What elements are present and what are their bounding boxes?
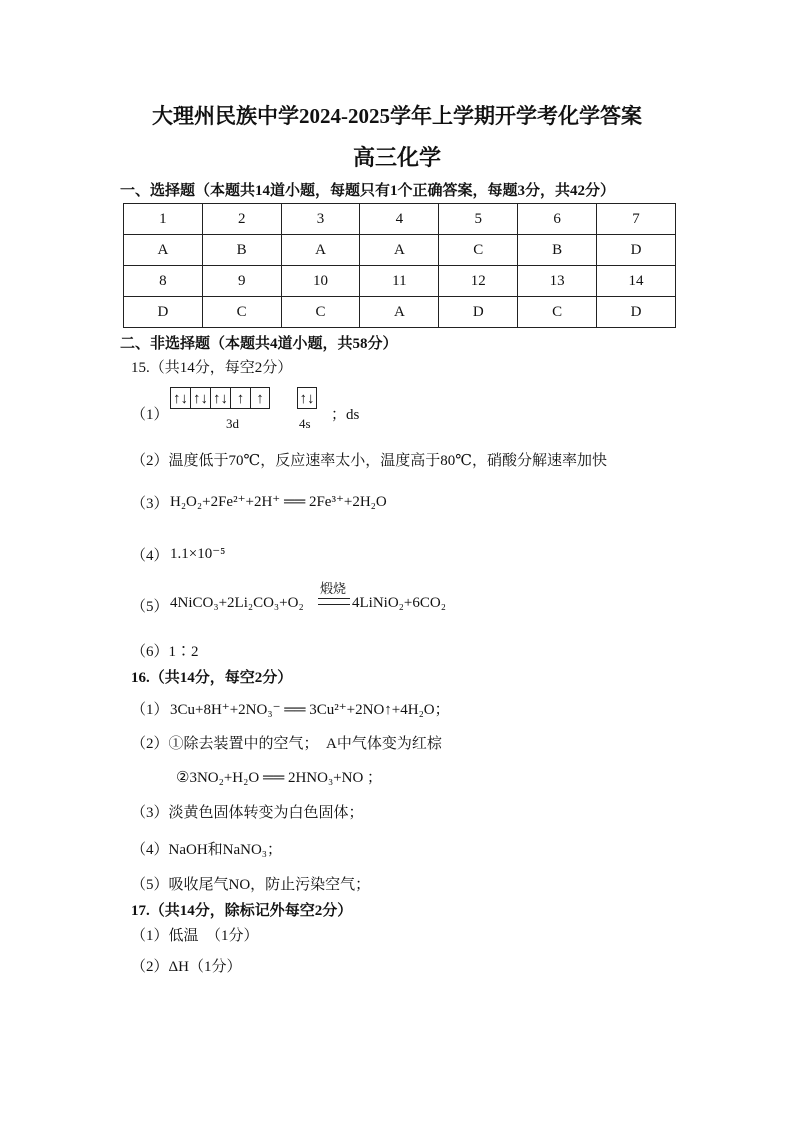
section2-heading: 二、非选择题（本题共4道小题，共58分） bbox=[120, 336, 398, 352]
table-cell: B bbox=[518, 235, 597, 266]
q16-p1-label: （1） bbox=[131, 702, 169, 718]
table-cell: D bbox=[124, 297, 203, 328]
table-cell: 3 bbox=[281, 204, 360, 235]
table-cell: A bbox=[281, 235, 360, 266]
answer-table bbox=[123, 203, 676, 328]
table-cell: C bbox=[439, 235, 518, 266]
q15-p1-label: （1） bbox=[131, 407, 169, 423]
table-cell: 14 bbox=[597, 266, 676, 297]
table-cell: 5 bbox=[439, 204, 518, 235]
q16-p2a: （2）①除去装置中的空气； A中气体变为红棕 bbox=[131, 736, 442, 752]
orbital-diagram-4s bbox=[297, 387, 317, 409]
table-row bbox=[124, 266, 676, 297]
table-cell: A bbox=[360, 297, 439, 328]
orbital-box: ↑↓ bbox=[170, 387, 190, 409]
table-cell: 8 bbox=[124, 266, 203, 297]
q15-p3-label: （3） bbox=[131, 496, 169, 512]
q15-p2: （2）温度低于70℃，反应速率太小，温度高于80℃，硝酸分解速率加快 bbox=[131, 453, 608, 469]
q15-heading: 15.（共14分，每空2分） bbox=[131, 360, 293, 376]
q17-p1: （1）低温 （1分） bbox=[131, 928, 259, 944]
q15-p5-label: （5） bbox=[131, 599, 169, 615]
q16-heading: 16.（共14分，每空2分） bbox=[131, 670, 293, 686]
table-cell: 2 bbox=[202, 204, 281, 235]
q17-heading: 17.（共14分，除标记外每空2分） bbox=[131, 903, 353, 919]
q16-p3: （3）淡黄色固体转变为白色固体； bbox=[131, 805, 364, 821]
table-row bbox=[124, 204, 676, 235]
table-cell: C bbox=[518, 297, 597, 328]
table-cell: D bbox=[439, 297, 518, 328]
q15-p5-left: 4NiCO₃+2Li₂CO₃+O₂ bbox=[170, 595, 304, 611]
document-subtitle: 高三化学 bbox=[352, 145, 441, 170]
label-3d: 3d bbox=[226, 416, 239, 431]
q15-p6: （6）1∶2 bbox=[131, 644, 199, 660]
q15-p1-tail: ；ds bbox=[331, 407, 360, 423]
orbital-box: ↑ bbox=[250, 387, 270, 409]
table-cell: 12 bbox=[439, 266, 518, 297]
q15-p5-condition: 煅烧 bbox=[320, 581, 347, 596]
table-cell: 6 bbox=[518, 204, 597, 235]
reaction-equals-sign bbox=[318, 598, 350, 605]
table-cell: D bbox=[597, 235, 676, 266]
orbital-box: ↑↓ bbox=[210, 387, 230, 409]
table-row bbox=[124, 235, 676, 266]
q16-p5: （5）吸收尾气NO，防止污染空气； bbox=[131, 877, 371, 893]
q15-p5-right: 4LiNiO₂+6CO₂ bbox=[352, 595, 446, 611]
orbital-diagram-3d bbox=[170, 387, 270, 409]
orbital-box: ↑↓ bbox=[297, 387, 317, 409]
orbital-box: ↑↓ bbox=[190, 387, 210, 409]
table-cell: 1 bbox=[124, 204, 203, 235]
label-4s: 4s bbox=[299, 416, 311, 431]
table-cell: A bbox=[124, 235, 203, 266]
table-cell: 13 bbox=[518, 266, 597, 297]
q15-p4-label: （4） bbox=[131, 548, 169, 564]
orbital-box: ↑ bbox=[230, 387, 250, 409]
table-cell: 10 bbox=[281, 266, 360, 297]
table-row bbox=[124, 297, 676, 328]
table-cell: A bbox=[360, 235, 439, 266]
table-cell: 9 bbox=[202, 266, 281, 297]
q16-p4: （4）NaOH和NaNO₃； bbox=[131, 842, 283, 858]
table-cell: 7 bbox=[597, 204, 676, 235]
q16-p2b: ②3NO₂+H₂O ══ 2HNO₃+NO ； bbox=[176, 770, 383, 786]
table-cell: B bbox=[202, 235, 281, 266]
q15-p3-equation: H₂O₂+2Fe²⁺+2H⁺ ══ 2Fe³⁺+2H₂O bbox=[170, 494, 387, 510]
q15-p4-value: 1.1×10⁻⁵ bbox=[170, 546, 226, 562]
table-cell: 11 bbox=[360, 266, 439, 297]
q16-p1-equation: 3Cu+8H⁺+2NO₃⁻ ══ 3Cu²⁺+2NO↑+4H₂O； bbox=[170, 702, 450, 718]
q17-p2: （2）ΔH（1分） bbox=[131, 959, 242, 975]
table-cell: D bbox=[597, 297, 676, 328]
section1-heading: 一、选择题（本题共14道小题，每题只有1个正确答案，每题3分，共42分） bbox=[120, 183, 616, 199]
table-cell: C bbox=[202, 297, 281, 328]
table-cell: 4 bbox=[360, 204, 439, 235]
document-title: 大理州民族中学2024-2025学年上学期开学考化学答案 bbox=[152, 104, 642, 128]
table-cell: C bbox=[281, 297, 360, 328]
